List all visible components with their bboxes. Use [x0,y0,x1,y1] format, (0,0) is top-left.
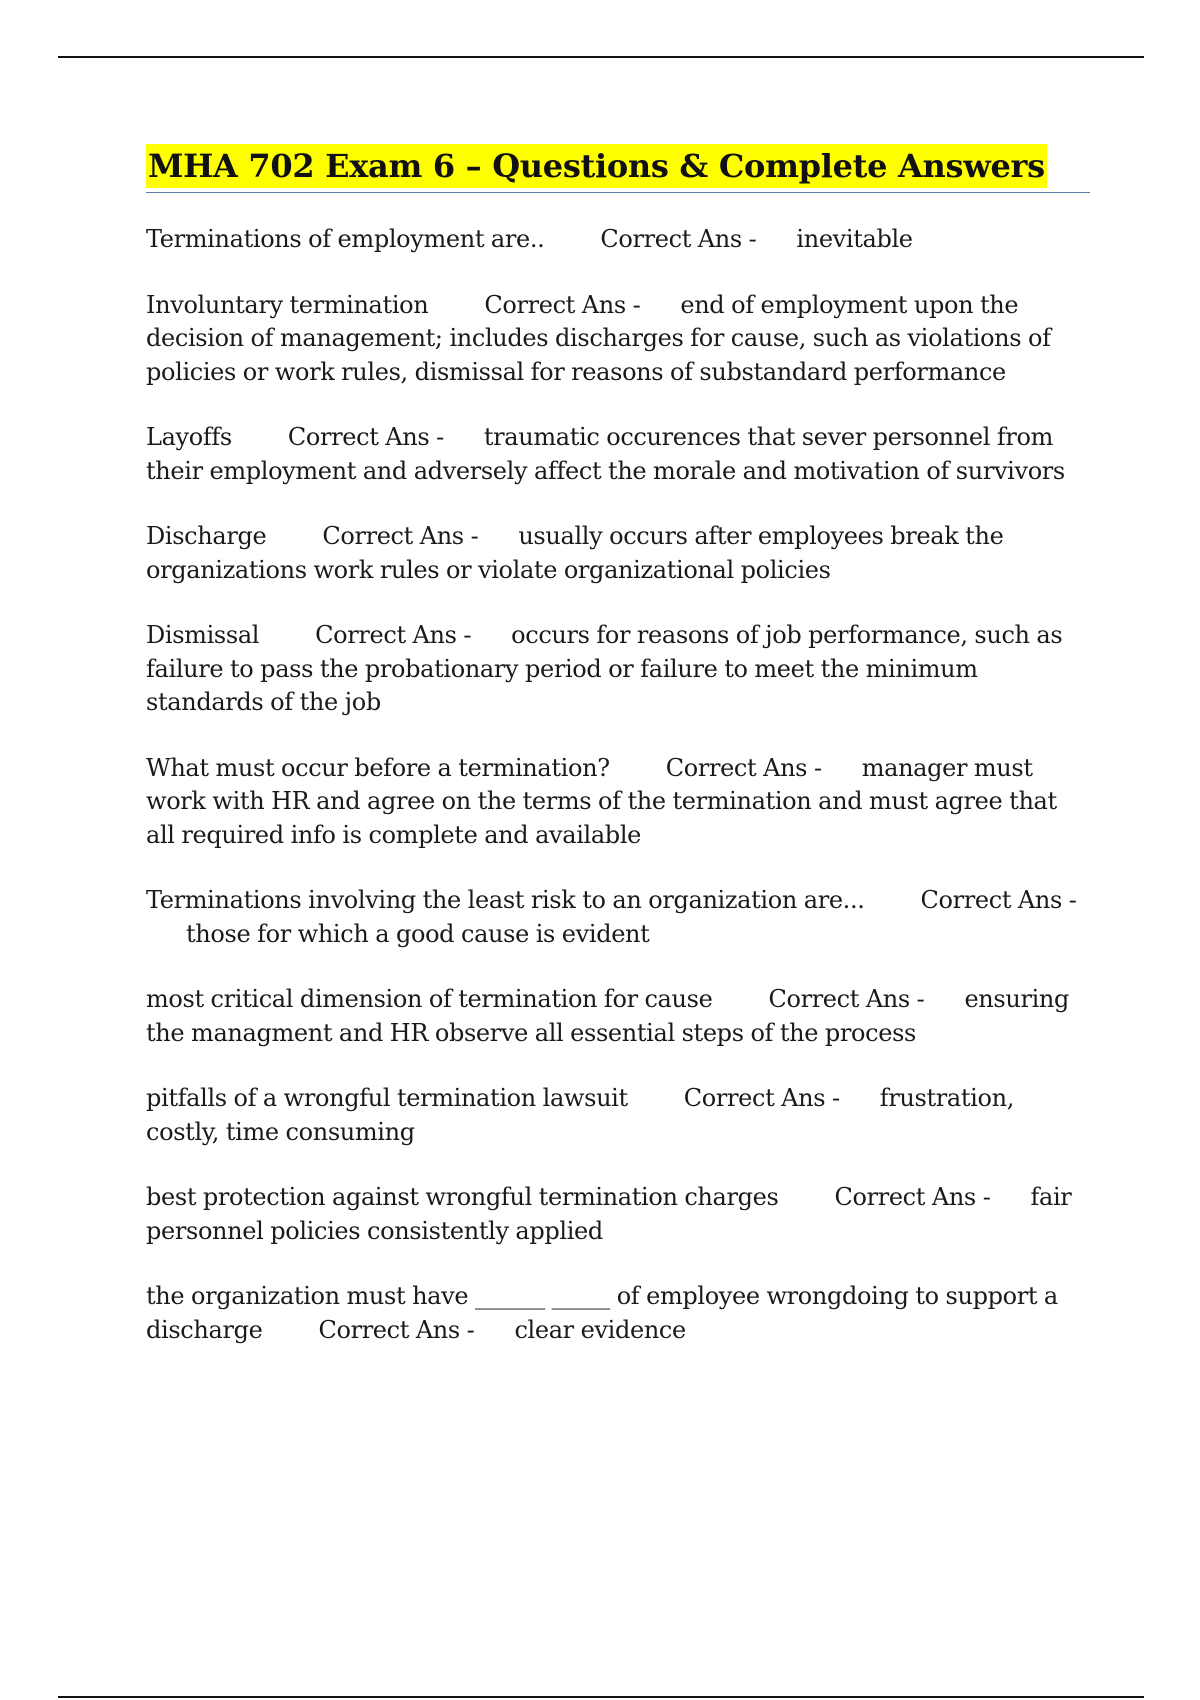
qa-answer: occurs for reasons of job performance, such as failure to pass the probationary period or failure to meet the minimum standards of the job [146,621,1063,716]
qa-question: the organization must have ______ _____ of employee wrongdoing to support a discharge [146,1282,1058,1344]
top-rule [58,56,1144,58]
qa-item: What must occur before a termination? Correct Ans - manager must work with HR and agree on the terms of the termination and must agree that all required info is complete and available [146,753,1057,849]
answer-label: Correct Ans [768,985,910,1013]
qa-question: Terminations of employment are.. [146,225,545,253]
qa-answer: traumatic occurences that sever personnel from their employment and adversely affect the morale and motivation of survivors [146,423,1065,485]
qa-item: Dismissal Correct Ans - occurs for reasons of job performance, such as failure to pass the probationary period or failure to meet the minimum standards of the job [146,621,1063,716]
qa-item: best protection against wrongful termination charges Correct Ans - fair personnel policies consistently applied [146,1183,1072,1245]
qa-question: Discharge [146,522,267,550]
qa-question: most critical dimension of termination for cause [146,985,713,1013]
answer-label: Correct Ans [322,522,464,550]
bottom-rule [58,1696,1144,1698]
qa-item: Terminations involving the least risk to an organization are... Correct Ans -those for which a good cause is evident [146,886,1077,948]
qa-answer: those for which a good cause is evident [186,919,650,948]
qa-item: Discharge Correct Ans - usually occurs after employees break the organizations work rules or violate organizational policies [146,522,1004,584]
answer-label: Correct Ans [665,753,808,782]
qa-question: best protection against wrongful termination charges [146,1183,779,1211]
qa-answer: fair personnel policies consistently applied [146,1183,1072,1245]
qa-question: pitfalls of a wrongful termination lawsuit [146,1084,628,1112]
qa-answer: frustration, costly, time consuming [146,1084,1014,1146]
qa-answer: usually occurs after employees break the organizations work rules or violate organizational policies [146,522,1004,584]
answer-label: Correct Ans [683,1084,826,1112]
qa-item: Terminations of employment are.. Correct Ans - inevitable [146,225,913,253]
qa-answer: manager must work with HR and agree on the terms of the termination and must agree that all required info is complete and available [146,753,1057,849]
answer-label: Correct Ans [834,1183,976,1211]
answer-label: Correct Ans [287,423,430,451]
qa-question: Involuntary termination [146,290,429,319]
qa-answer: end of employment upon the decision of management; includes discharges for cause, such as violations of policies or work rules, dismissal for reasons of substandard performance [146,290,1051,386]
document-body [146,144,1090,1379]
qa-question: Dismissal [146,621,260,649]
qa-item: pitfalls of a wrongful termination lawsuit Correct Ans - frustration, costly, time consuming [146,1084,1014,1146]
qa-question: Layoffs [146,423,232,451]
qa-item: the organization must have ______ _____ of employee wrongdoing to support a discharge Correct Ans - clear evidence [146,1282,1058,1344]
qa-list [146,223,1090,1347]
title-block [146,144,1090,193]
qa-item: Involuntary termination Correct Ans - end of employment upon the decision of management; includes discharges for cause, such as violations of policies or work rules, dismissal for reasons of substandard performance [146,290,1051,386]
document-title: MHA 702 Exam 6 – Questions & Complete Answers [146,144,1047,188]
answer-label: Correct Ans [318,1315,460,1344]
qa-question: Terminations involving the least risk to an organization are... [146,886,865,914]
answer-label: Correct Ans [600,225,742,253]
qa-item: most critical dimension of termination for cause Correct Ans - ensuring the managment and HR observe all essential steps of the process [146,985,1070,1047]
answer-label: Correct Ans [920,886,1062,914]
qa-question: What must occur before a termination? [146,753,610,782]
answer-label: Correct Ans [484,290,626,319]
qa-answer: clear evidence [514,1315,686,1344]
qa-answer: inevitable [796,225,913,253]
answer-label: Correct Ans [315,621,457,649]
qa-answer: ensuring the managment and HR observe all essential steps of the process [146,985,1070,1047]
qa-item: Layoffs Correct Ans - traumatic occurences that sever personnel from their employment and adversely affect the morale and motivation of survivors [146,423,1065,485]
